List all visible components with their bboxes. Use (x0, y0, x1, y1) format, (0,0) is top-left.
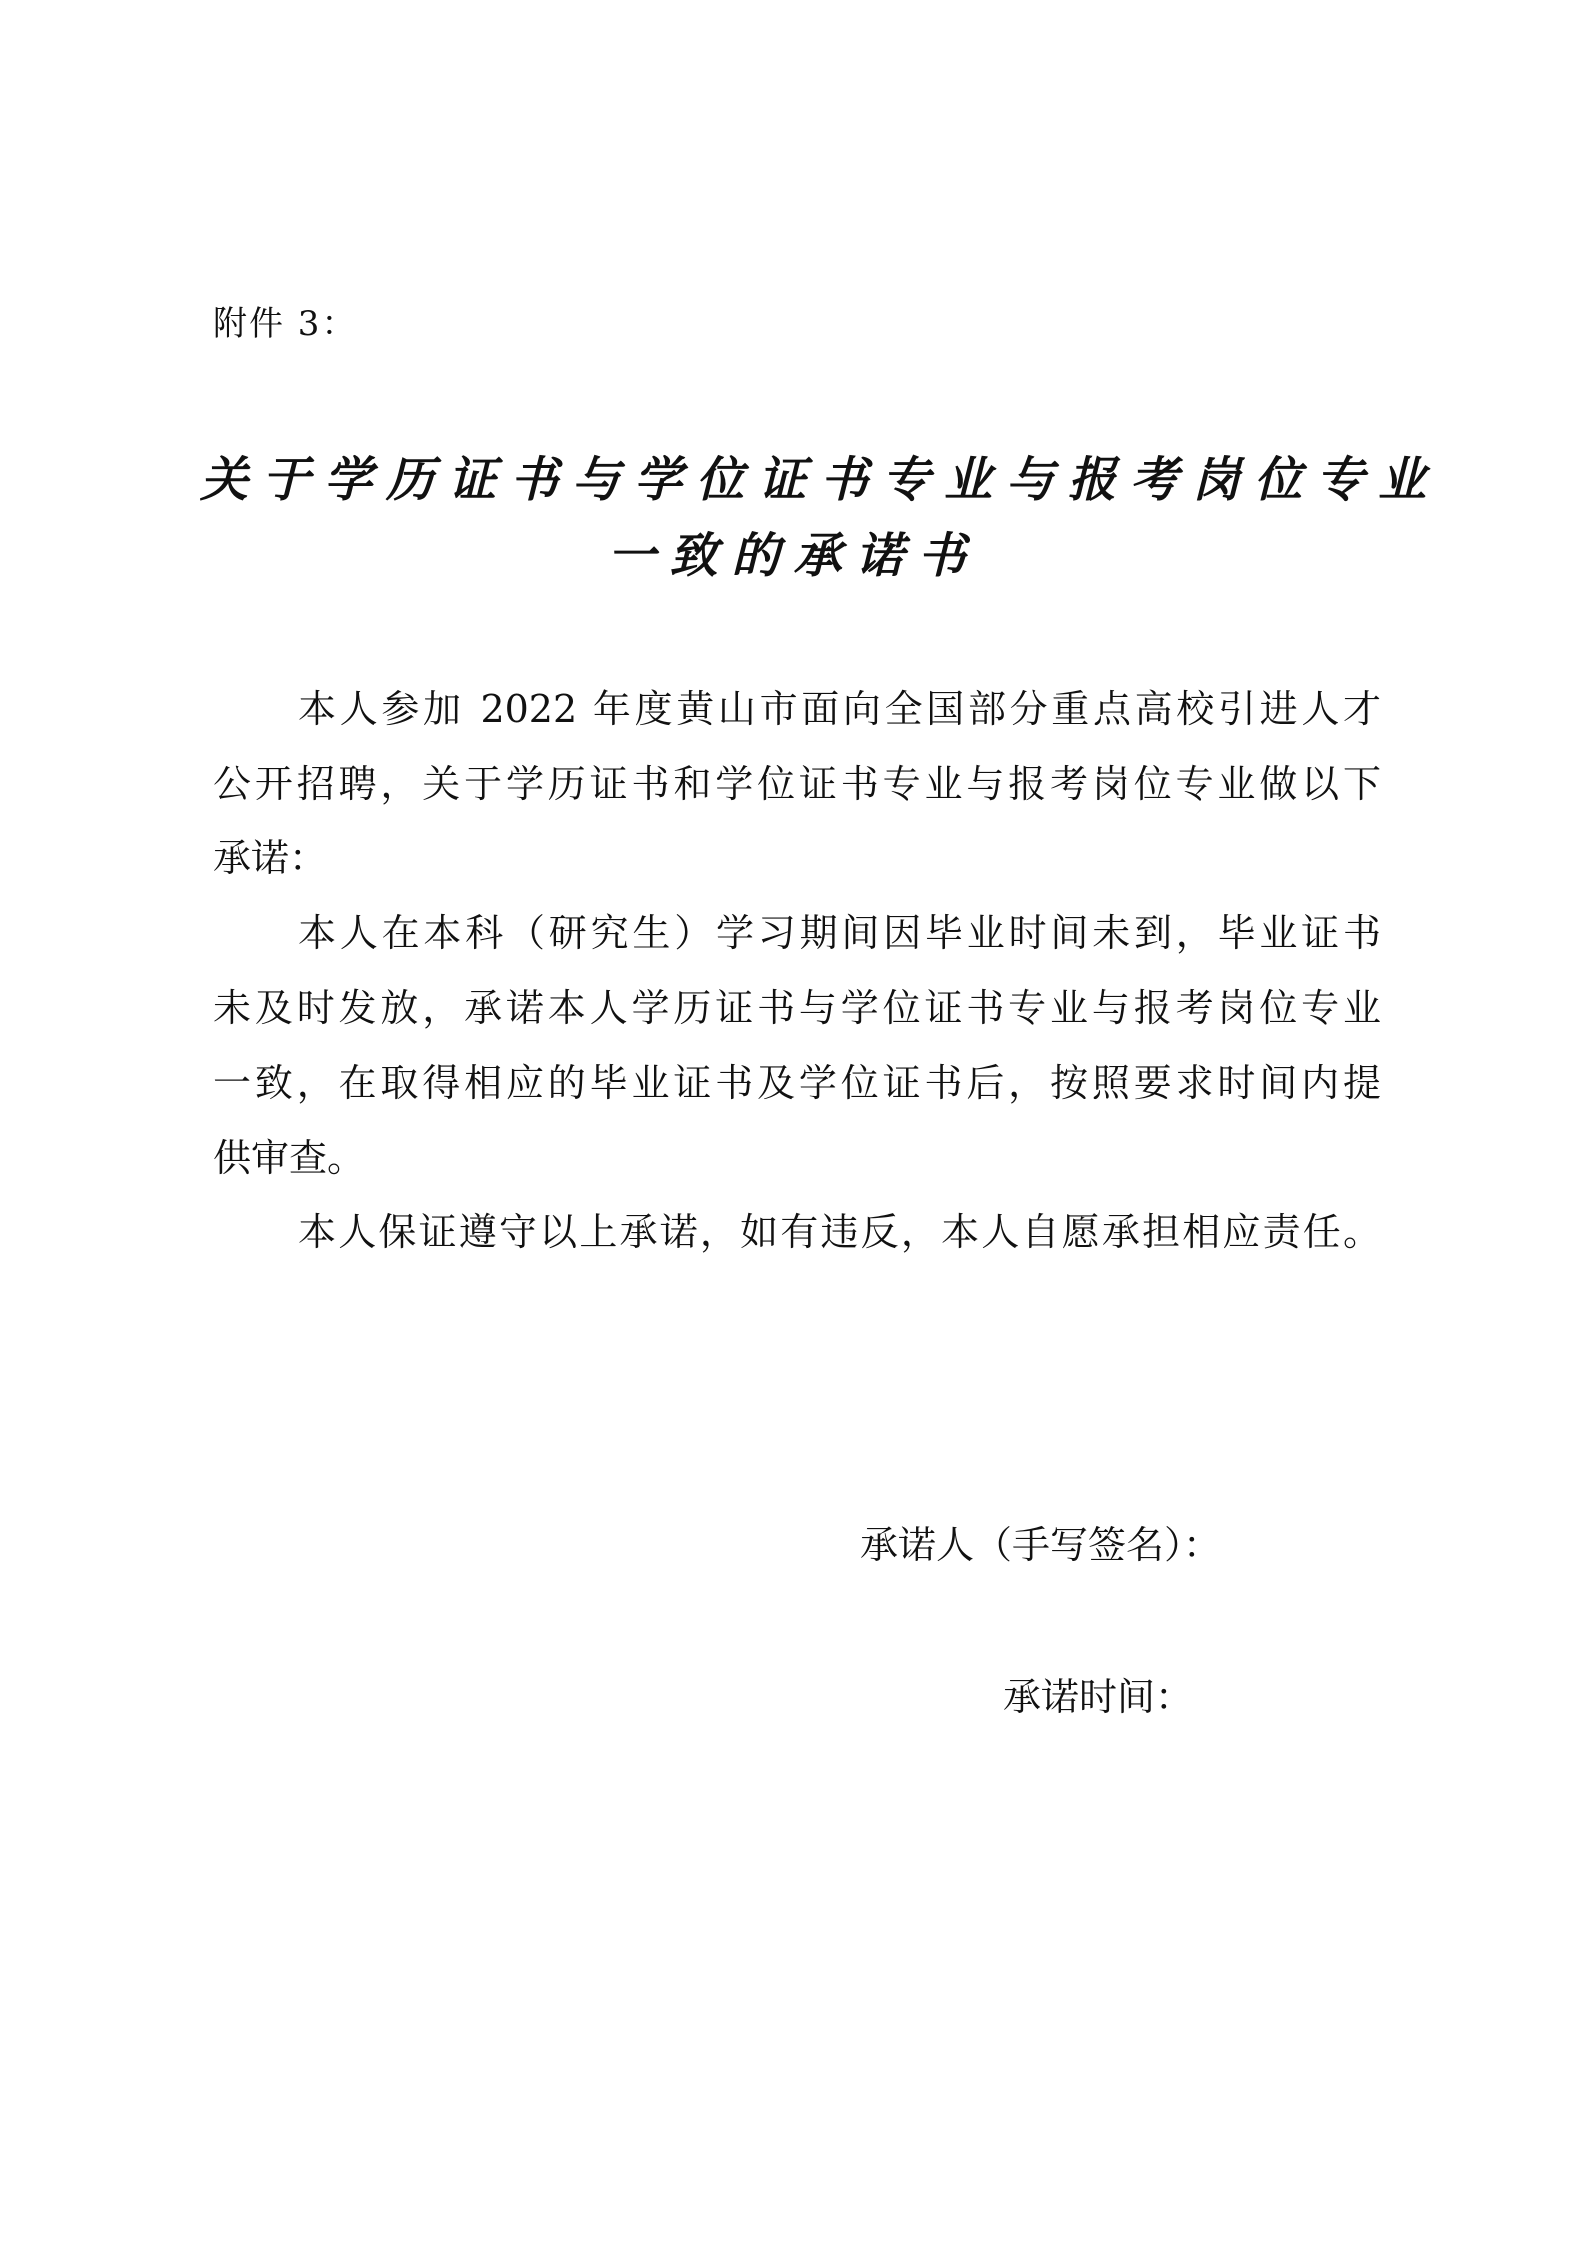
attachment-label: 附件 3： (213, 304, 358, 344)
document-title-line-1: 关于学历证书与学位证书专业与报考岗位专业 (200, 452, 1441, 508)
paragraph-2-line-1: 本人在本科（研究生）学习期间因毕业时间未到，毕业证书 (298, 911, 1381, 955)
document-title-line-2: 一致的承诺书 (607, 528, 980, 584)
paragraph-1-line-3: 承诺： (213, 836, 328, 880)
signer-label: 承诺人（手写签名）： (860, 1523, 1222, 1567)
paragraph-2-line-4: 供审查。 (213, 1136, 366, 1180)
paragraph-1-line-1: 本人参加 2022 年度黄山市面向全国部分重点高校引进人才 (298, 687, 1381, 731)
paragraph-3-line-1: 本人保证遵守以上承诺，如有违反，本人自愿承担相应责任。 (298, 1210, 1381, 1254)
paragraph-2-line-3: 一致，在取得相应的毕业证书及学位证书后，按照要求时间内提 (213, 1061, 1381, 1105)
paragraph-1-line-2: 公开招聘，关于学历证书和学位证书专业与报考岗位专业做以下 (213, 762, 1381, 806)
sign-date-label: 承诺时间： (1003, 1675, 1194, 1719)
paragraph-2-line-2: 未及时发放，承诺本人学历证书与学位证书专业与报考岗位专业 (213, 986, 1381, 1030)
